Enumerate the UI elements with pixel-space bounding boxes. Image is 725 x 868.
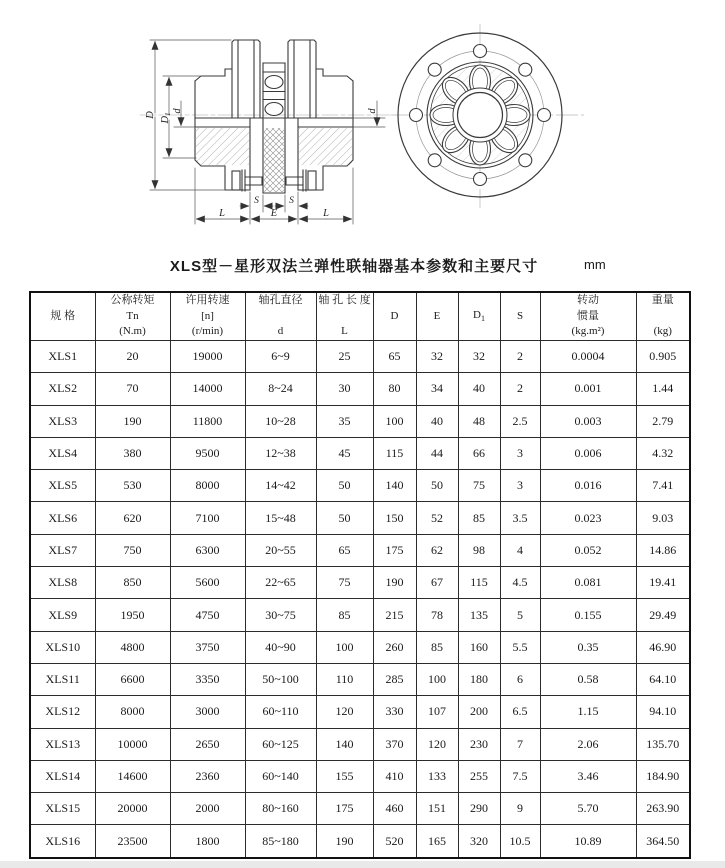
table-cell: 380: [95, 437, 170, 469]
table-cell: 140: [373, 470, 416, 502]
table-cell: 3750: [170, 631, 245, 663]
table-cell: 290: [458, 793, 500, 825]
front-view: [391, 24, 584, 208]
table-cell: 0.155: [540, 599, 636, 631]
table-cell: 10.5: [500, 825, 540, 858]
col-header-torque: 公称转矩 Tn (N.m): [95, 292, 170, 341]
table-row: [30, 567, 690, 599]
table-cell: 0.023: [540, 502, 636, 534]
table-cell: 330: [373, 696, 416, 728]
table-row: [30, 631, 690, 663]
table-cell: 1.15: [540, 696, 636, 728]
table-cell: 50: [316, 470, 373, 502]
table-cell: 29.49: [636, 599, 690, 631]
table-row: [30, 663, 690, 695]
table-cell: 44: [416, 437, 458, 469]
table-cell: 120: [316, 696, 373, 728]
table-cell: 48: [458, 405, 500, 437]
table-cell: 14.86: [636, 534, 690, 566]
table-cell: 370: [373, 728, 416, 760]
table-cell: 151: [416, 793, 458, 825]
table-cell: 135.70: [636, 728, 690, 760]
table-cell: 0.0004: [540, 341, 636, 373]
flange-bolt-left: [232, 170, 262, 191]
bottom-page-edge: [0, 861, 725, 868]
table-cell: 2: [500, 341, 540, 373]
table-cell: 175: [373, 534, 416, 566]
col-header-speed: 许用转速 [n] (r/min): [170, 292, 245, 341]
table-cell: 19000: [170, 341, 245, 373]
row-spec: XLS9: [30, 599, 95, 631]
table-cell: 85~180: [245, 825, 316, 858]
table-cell: 9: [500, 793, 540, 825]
table-cell: 3.46: [540, 760, 636, 792]
table-cell: 85: [458, 502, 500, 534]
table-cell: 65: [316, 534, 373, 566]
table-body: [30, 341, 690, 858]
table-cell: 4800: [95, 631, 170, 663]
table-row: [30, 534, 690, 566]
table-cell: 190: [373, 567, 416, 599]
table-cell: 140: [316, 728, 373, 760]
table-cell: 1800: [170, 825, 245, 858]
table-row: [30, 728, 690, 760]
spec-table: [29, 291, 691, 859]
table-cell: 260: [373, 631, 416, 663]
table-cell: 2.06: [540, 728, 636, 760]
table-cell: 190: [95, 405, 170, 437]
table-cell: 2.5: [500, 405, 540, 437]
table-row: [30, 470, 690, 502]
table-cell: 6600: [95, 663, 170, 695]
table-cell: 45: [316, 437, 373, 469]
table-cell: 1950: [95, 599, 170, 631]
row-spec: XLS1: [30, 341, 95, 373]
table-cell: 7100: [170, 502, 245, 534]
table-cell: 175: [316, 793, 373, 825]
table-cell: 15~48: [245, 502, 316, 534]
bore-circle: [458, 93, 503, 138]
table-cell: 75: [458, 470, 500, 502]
table-cell: 135: [458, 599, 500, 631]
table-cell: 155: [316, 760, 373, 792]
table-cell: 100: [416, 663, 458, 695]
dim-label-D1: D1: [160, 112, 172, 124]
table-cell: 4.32: [636, 437, 690, 469]
table-cell: 0.052: [540, 534, 636, 566]
table-cell: 30~75: [245, 599, 316, 631]
table-cell: 263.90: [636, 793, 690, 825]
col-header-spec: 规 格: [30, 292, 95, 341]
table-row: [30, 696, 690, 728]
left-hub-hatch: [196, 128, 249, 165]
table-cell: 1.44: [636, 373, 690, 405]
table-cell: 150: [373, 502, 416, 534]
table-cell: 32: [458, 341, 500, 373]
dim-label-E: E: [270, 208, 278, 219]
table-cell: 2650: [170, 728, 245, 760]
table-cell: 80: [373, 373, 416, 405]
table-cell: 4750: [170, 599, 245, 631]
table-cell: 100: [373, 405, 416, 437]
col-header-D1: $D_1$: [458, 292, 500, 341]
table-cell: 35: [316, 405, 373, 437]
table-cell: 115: [458, 567, 500, 599]
table-cell: 98: [458, 534, 500, 566]
table-cell: 180: [458, 663, 500, 695]
table-cell: 6300: [170, 534, 245, 566]
dim-label-S-left: S: [254, 196, 259, 206]
table-cell: 14600: [95, 760, 170, 792]
table-cell: 9500: [170, 437, 245, 469]
table-cell: 30: [316, 373, 373, 405]
table-cell: 5.70: [540, 793, 636, 825]
table-cell: 410: [373, 760, 416, 792]
table-cell: 50~100: [245, 663, 316, 695]
table-cell: 750: [95, 534, 170, 566]
dim-label-L-right: L: [323, 208, 329, 219]
table-cell: 60~125: [245, 728, 316, 760]
table-cell: 3: [500, 437, 540, 469]
table-cell: 20000: [95, 793, 170, 825]
table-cell: 67: [416, 567, 458, 599]
table-cell: 78: [416, 599, 458, 631]
dim-label-L-left: L: [219, 208, 225, 219]
table-cell: 62: [416, 534, 458, 566]
table-cell: 85: [416, 631, 458, 663]
table-cell: 40~90: [245, 631, 316, 663]
table-cell: 115: [373, 437, 416, 469]
table-cell: 6: [500, 663, 540, 695]
table-cell: 40: [416, 405, 458, 437]
col-header-S: S: [500, 292, 540, 341]
row-spec: XLS8: [30, 567, 95, 599]
table-cell: 20~55: [245, 534, 316, 566]
flange-bolt-right: [286, 170, 316, 191]
table-row: [30, 437, 690, 469]
table-cell: 190: [316, 825, 373, 858]
table-cell: 34: [416, 373, 458, 405]
table-cell: 52: [416, 502, 458, 534]
table-cell: 4: [500, 534, 540, 566]
table-cell: 7.5: [500, 760, 540, 792]
table-row: [30, 373, 690, 405]
table-cell: 66: [458, 437, 500, 469]
table-cell: 23500: [95, 825, 170, 858]
row-spec: XLS16: [30, 825, 95, 858]
table-cell: 285: [373, 663, 416, 695]
table-cell: 133: [416, 760, 458, 792]
col-header-D: D: [373, 292, 416, 341]
table-cell: 0.001: [540, 373, 636, 405]
table-cell: 46.90: [636, 631, 690, 663]
table-cell: 65: [373, 341, 416, 373]
table-cell: 8~24: [245, 373, 316, 405]
table-cell: 0.003: [540, 405, 636, 437]
table-cell: 0.016: [540, 470, 636, 502]
table-cell: 8000: [170, 470, 245, 502]
table-cell: 11800: [170, 405, 245, 437]
table-cell: 60~140: [245, 760, 316, 792]
page-title: XLS型－星形双法兰弹性联轴器基本参数和主要尺寸: [169, 258, 539, 275]
table-cell: 12~38: [245, 437, 316, 469]
col-header-inertia: 转动 惯量 (kg.m²): [540, 292, 636, 341]
table-cell: 80~160: [245, 793, 316, 825]
col-header-bore: 轴孔直径 d: [245, 292, 316, 341]
row-spec: XLS13: [30, 728, 95, 760]
table-cell: 200: [458, 696, 500, 728]
table-cell: 2.79: [636, 405, 690, 437]
table-cell: 32: [416, 341, 458, 373]
table-row: [30, 599, 690, 631]
table-cell: 107: [416, 696, 458, 728]
table-row: [30, 405, 690, 437]
table-cell: 0.905: [636, 341, 690, 373]
table-cell: 10.89: [540, 825, 636, 858]
table-cell: 85: [316, 599, 373, 631]
table-cell: 8000: [95, 696, 170, 728]
table-row: [30, 793, 690, 825]
spider-crosshatch: [264, 128, 284, 192]
table-cell: 20: [95, 341, 170, 373]
table-cell: 5.5: [500, 631, 540, 663]
table-cell: 14~42: [245, 470, 316, 502]
unit-label: mm: [584, 257, 606, 272]
table-cell: 9.03: [636, 502, 690, 534]
table-cell: 0.58: [540, 663, 636, 695]
dim-label-D: D: [145, 111, 156, 119]
table-cell: 460: [373, 793, 416, 825]
table-cell: 850: [95, 567, 170, 599]
row-spec: XLS15: [30, 793, 95, 825]
dim-label-S-right: S: [289, 196, 294, 206]
table-cell: 64.10: [636, 663, 690, 695]
row-spec: XLS12: [30, 696, 95, 728]
table-cell: 10~28: [245, 405, 316, 437]
table-cell: 70: [95, 373, 170, 405]
col-header-weight: 重量 (kg): [636, 292, 690, 341]
table-cell: 0.006: [540, 437, 636, 469]
table-cell: 4.5: [500, 567, 540, 599]
table-cell: 160: [458, 631, 500, 663]
title-row: [0, 252, 725, 278]
table-cell: 0.35: [540, 631, 636, 663]
row-spec: XLS10: [30, 631, 95, 663]
table-row: [30, 341, 690, 373]
table-cell: 7.41: [636, 470, 690, 502]
row-spec: XLS3: [30, 405, 95, 437]
table-cell: 94.10: [636, 696, 690, 728]
table-cell: 3: [500, 470, 540, 502]
row-spec: XLS2: [30, 373, 95, 405]
table-row: [30, 760, 690, 792]
side-section-view: [140, 40, 392, 224]
row-spec: XLS5: [30, 470, 95, 502]
row-spec: XLS6: [30, 502, 95, 534]
table-cell: 6~9: [245, 341, 316, 373]
table-cell: 2360: [170, 760, 245, 792]
table-row: [30, 825, 690, 858]
col-header-E: E: [416, 292, 458, 341]
table-cell: 364.50: [636, 825, 690, 858]
table-cell: 22~65: [245, 567, 316, 599]
table-cell: 230: [458, 728, 500, 760]
row-spec: XLS14: [30, 760, 95, 792]
table-cell: 19.41: [636, 567, 690, 599]
table-cell: 50: [416, 470, 458, 502]
table-cell: 14000: [170, 373, 245, 405]
table-cell: 50: [316, 502, 373, 534]
table-cell: 520: [373, 825, 416, 858]
table-cell: 100: [316, 631, 373, 663]
dim-label-d-right: d: [367, 108, 378, 114]
table-cell: 110: [316, 663, 373, 695]
table-cell: 25: [316, 341, 373, 373]
table-cell: 60~110: [245, 696, 316, 728]
right-hub-hatch: [299, 128, 352, 165]
table-cell: 0.081: [540, 567, 636, 599]
row-spec: XLS7: [30, 534, 95, 566]
table-cell: 2000: [170, 793, 245, 825]
table-cell: 40: [458, 373, 500, 405]
table-cell: 5: [500, 599, 540, 631]
table-cell: 3350: [170, 663, 245, 695]
table-cell: 3.5: [500, 502, 540, 534]
table-row: [30, 502, 690, 534]
dim-label-d-left: d: [172, 108, 183, 114]
table-cell: 620: [95, 502, 170, 534]
table-cell: 215: [373, 599, 416, 631]
table-cell: 2: [500, 373, 540, 405]
table-cell: 165: [416, 825, 458, 858]
technical-drawing: [0, 0, 725, 248]
row-spec: XLS4: [30, 437, 95, 469]
table-cell: 3000: [170, 696, 245, 728]
table-cell: 530: [95, 470, 170, 502]
table-cell: 7: [500, 728, 540, 760]
col-header-length: 轴 孔 长 度 L: [316, 292, 373, 341]
table-cell: 10000: [95, 728, 170, 760]
table-cell: 255: [458, 760, 500, 792]
table-cell: 320: [458, 825, 500, 858]
table-cell: 6.5: [500, 696, 540, 728]
table-cell: 184.90: [636, 760, 690, 792]
table-cell: 75: [316, 567, 373, 599]
table-cell: 120: [416, 728, 458, 760]
row-spec: XLS11: [30, 663, 95, 695]
table-header: [30, 292, 690, 341]
table-cell: 5600: [170, 567, 245, 599]
